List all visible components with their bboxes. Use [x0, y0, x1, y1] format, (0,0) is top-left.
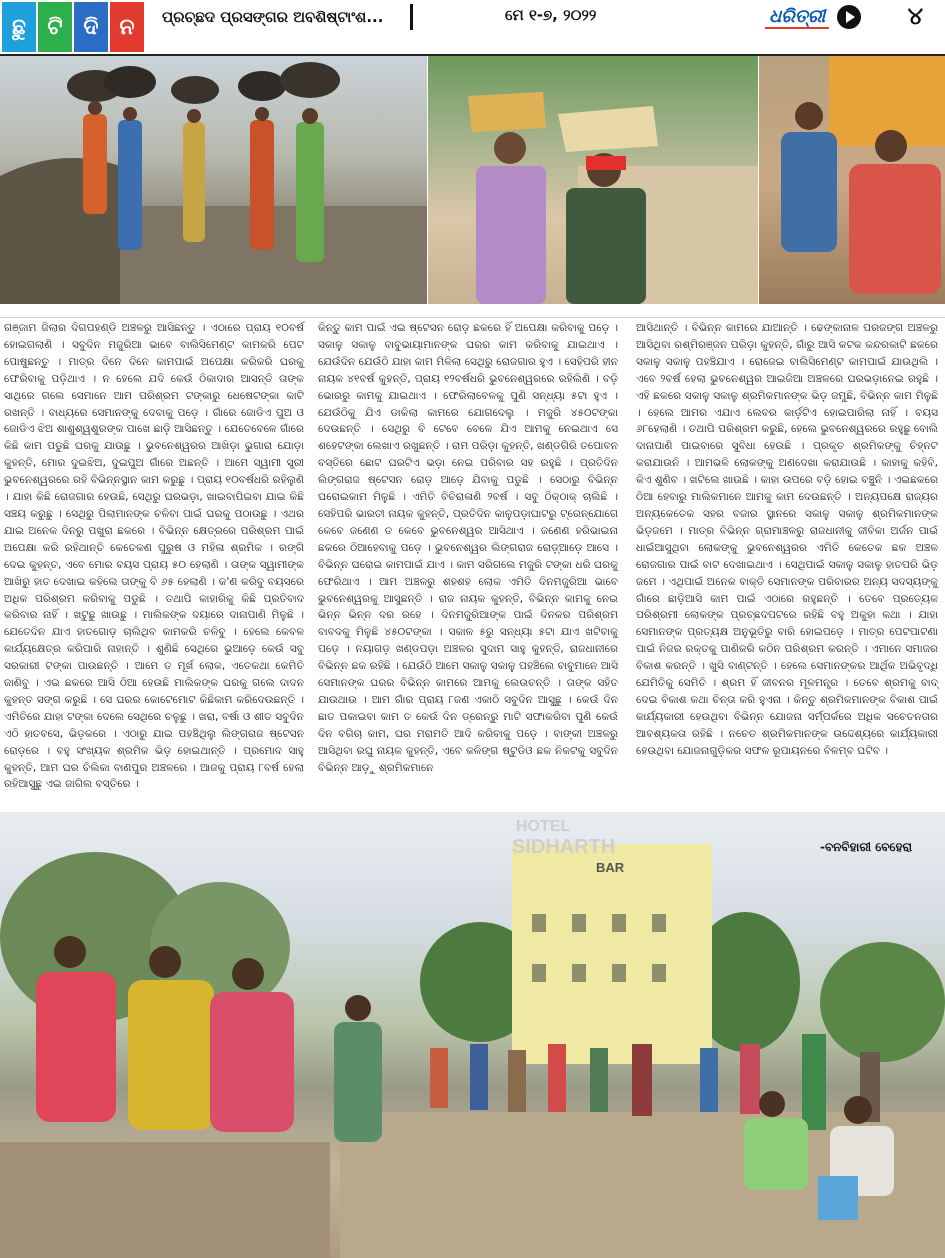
page-number: ୪: [907, 2, 923, 30]
issue-date: ମେ ୧-୭, ୨୦୨୨: [505, 6, 597, 24]
article-column-3: ଆସିଥାନ୍ତି । ବିଭିନ୍ନ କାମରେ ଯାଆନ୍ତି । ଢେଙ୍କାନାଳ ପରଜଙ୍ଗ ଅଞ୍ଚଳରୁ ଆସିଥିବା ରଶ୍ମିରଞ୍ଜନ ପରିଡ଼ା କୁହନ୍ତି, ଗାଁରୁ ଆସି କଟକ କନ୍ଦରକାଟି ଛକରେ ସକାଳୁ ସକାଳୁ ପହଞ୍ଚିଯାଏ । ରୋଜେଇ ବାଲିସିମେଣ୍ଟ କାମପାଇଁ ଯାଉଥିଲି । ଏବେ ୨ବର୍ଷ ହେଲା ଭୁବନେଶ୍ୱର ଆଇଜିଆ ଅଞ୍ଚଳରେ ଘରଭଡ଼ାନେଇ ରହୁଛି । ଏହି ଛକରେ ସକାଳୁ ସକାଳୁ ଶ୍ରମିକମାନଙ୍କ ଭିଡ଼ ଜମୁଛି, ବିଭିନ୍ନ କାମ ମିଳୁଛି । ହେଲେ ଆମର ଏଯାଏ ଲେବର କାର୍ଡ଼ଟିଏ ହୋଇପାରିଲା ନାହିଁ । ବୟସ ୬୮ହେଲାଣି । ତଥାପି ପରିଶ୍ରମ କରୁଛି, ହେଲେ ଭୁବନେଶ୍ୱରରେ ରହୁଛୁ ବୋଲି ଦାନାପାଣି ପାଇବାରେ ସୁବିଧା ହେଉଛି । ପ୍ରକୃତ ଶ୍ରମିକଙ୍କୁ ଚିହ୍ନଟ କରାଯାଉନି । ଆମଭଳି ଲୋକଙ୍କୁ ଅଣଦେଖା କରାଯାଉଛି । କାହାକୁ କହିବି, କିଏ ଶୁଣିବ । ଖଟିଲେ ଖାଉଛି । କାହା ଉପରେ ବଡ଼ି ହୋଇ ବଞ୍ଚୁନି । ଏଇଛକରେ ଠିଆ ହେବାରୁ ମାଲିକମାନେ ଆମକୁ କାମ ଦେଉଛନ୍ତି । ଅନ୍ୟପକ୍ଷେ ରାଜ୍ୟର ଅନ୍ୟକେତେକ ସହର ବଜାର ସ୍ଥାନରେ ସକାଳୁ ସକାଳୁ ଶ୍ରମିକମାନଙ୍କ ଭିଡ଼ଜମେ । ମାତ୍ର ବିଭିନ୍ନ ଗ୍ରାମାଞ୍ଚଳରୁ ରାଜଧାନୀକୁ ଜୀବିକା ଅର୍ଜନ ପାଇଁ ଧାଇଁଆସୁଥିବା ଲୋକଙ୍କୁ ଭୁବନେଶ୍ୱରର ଏମିତି କେତେକ ଛକ ଅଞ୍ଚଳ ରୋଜଗାର ପାଇଁ ବାଟ ଦେଖାଇଥାଏ । ସେଥିପାଇଁ ସକାଳୁ ସକାଳୁ ହାତପରି ଭିଡ଼ ଜମେ । ଏଥିପାଇଁ ଅନେକ ବାକ୍ତି ସେମାନଙ୍କ ପରିବାରର ଅନ୍ୟ ସଦସ୍ୟଙ୍କୁ ଗାଁରେ ଛାଡ଼ିଆସି କାମ ପାଇଁ ଏଠାରେ ରହୁଛନ୍ତି । ତେବେ ପ୍ରତ୍ୟେକ ପରିଶ୍ରମୀ ଲୋକଙ୍କ ପ୍ରଚ୍ଛଦପଟରେ ରହିଛି ବହୁ ଅକୁହା କଥା । ଯାହା ସେମାନଙ୍କ ପ୍ରତ୍ୟକ୍ଷ ଅନୁଭୂତିରୁ ବାରି ହୋଇପଡ଼େ । ମାତ୍ର ପେଟପାଟଣା ପାଇଁ ନିଜର ରକ୍ତକୁ ପାଣିକରି କଠିନ ପରିଶ୍ରମ କରନ୍ତି । ଏମାନେ ସମାଜର ବିକାଶ କରନ୍ତି । ଖୁସି ବାଣ୍ଟନ୍ତି । ହେଲେ ସେମାନଙ୍କର ଆର୍ଥିକ ଅଭିବୃଦ୍ଧି ଯେମିତିକୁ ସେମିତି । ଶ୍ରମ ହିଁ ଜୀବନର ମୂଳମନ୍ତ୍ର । ତେବେ ଶ୍ରମକୁ ବାଦ୍ ଦେଇ ବିକାଶ କଥା ଚିନ୍ତା କରି ହୁଏନା । କିନ୍ତୁ ଶ୍ରମିକମାନଙ୍କ ବିକାଶ ପାଇଁ କାର୍ଯ୍ୟକାରୀ ହେଉଥିବା ବିଭିନ୍ନ ଯୋଜନା ସର୍ମ୍ପର୍କରେ ଅଧିକ ସଚେତନତାର ଆବଶ୍ୟକତା ରହିଛି । ନଚେତ ଶ୍ରମିକମାନଙ୍କ ଉଦ୍ଦେଶ୍ୟରେ କାର୍ଯ୍ୟକାରୀ ହେଉଥିବା ଯୋଜନାଗୁଡ଼ିକର ସଫଳ ରୂପାୟନରେ ବିଳମ୍ବ ଘଟିବ ।: [636, 322, 938, 757]
hotel-sign: HOTEL: [516, 818, 571, 835]
masthead: [0, 0, 945, 56]
section-title-tile: ଛୁ: [2, 2, 36, 52]
woman-figure: [334, 995, 382, 1142]
section-title-tile: ନ: [110, 2, 144, 52]
woman-figure: [36, 936, 116, 1122]
photo-women-carrying-coal: [0, 56, 427, 304]
bar-sign: BAR: [596, 860, 625, 875]
photo-women-resting: [759, 56, 945, 304]
hotel-sign: SIDHARTH: [512, 836, 616, 858]
photo-men-carrying-stones: [428, 56, 758, 304]
section-title-tile: ଦି: [74, 2, 108, 52]
man-figure: [468, 92, 546, 304]
bucket: [818, 1176, 858, 1220]
woman-figure: [128, 946, 214, 1130]
photo-women-resting-art: [759, 56, 945, 304]
section-title-tiles: [2, 2, 144, 52]
section-kicker: ପ୍ରଚ୍ଛଦ ପ୍ରସଙ୍ଗର ଅବଶିଷ୍ଟାଂଶ...: [162, 8, 384, 26]
divider: [410, 4, 413, 30]
photo-men-carrying-stones-art: [428, 56, 758, 304]
article-column-1: ଗଞ୍ଜାମ ଜିଲାର ଦିଗପହଣ୍ଡି ଅଞ୍ଚଳରୁ ଆସିଛନ୍ତୁ । ଏଠାରେ ପ୍ରାୟ ୧୦ବର୍ଷ ହୋଇଗଲାଣି । ସବୁଦିନ ମଜୁରିଆ ଭାବେ ବାଲିସିମେଣ୍ଟ କାମକରି ପେଟ ପୋଷୁଛନ୍ତୁ । ମାତ୍ର ଦିନେ ଦିନେ କାମପାଇଁ ଅପେକ୍ଷା କରିକରି ଘରକୁ ଫେରିବାକୁ ପଡ଼ିଥାଏ । ନ ହେଲେ ଯଦି କେଉଁ ଠିକାଦାର ଆସନ୍ତି ତାଙ୍କ ସାଥିରେ ଗଲେ ସେମାନେ ଆମ ପରିଶ୍ରମ ଟଙ୍କାରୁ ଧେଷେଟଙ୍କା କାଟି ରଖନ୍ତି । ବାଧ୍ୟରେ ସେମାନଙ୍କୁ ଦେବାକୁ ପଡ଼େ । ଗାଁରେ ଜୋଡିଏ ପୁଅ ଓ ଜୋଡିଏ ଝିଅ ଶାଶୁଶ୍ୱଶୁରଙ୍କ ପାଖେ ଛାଡ଼ି ଆସିଛନ୍ତୁ । ଯେତେବେଳେ ଗାଁରେ କିଛି କାମ ପଡୁଛି ଘରକୁ ଯାଉଛୁ । ଭୁବନେଶ୍ୱରର ଆଖିଡ଼ା ଭୁଗାରା ଯୋଡ଼ା କୁହନ୍ତି, ମୋର ଦୁଇଝିଅ, ଦୁଇପୁଅ ଗାଁରେ ଅଛନ୍ତି । ଆମେ ସ୍ୱାମୀ ସ୍ତ୍ରୀ ଭୁବନେଶ୍ୱରରେ ରହି ବିଭିନ୍ନସ୍ଥାନ କାମ କରୁଛୁ । ପ୍ରାୟ ୧୦ବର୍ଷଧରି ରହିଲୁଣି । ଯାହା କିଛି ରୋଜଗାର ହେଉଛି, ସେଥିରୁ ଘରଭଡ଼ା, ଖାଇବାପିଇବା ଯାଇ କିଛି ସଞ୍ଚୟ କରୁଛୁ । ସେଥିରୁ ପିଲାମାନଙ୍କ ଚଳିବା ପାଇଁ ଘରକୁ ପଠାଉଛୁ । ଏଥର ଯାଇ ଅନେକ ଦିନରୁ ପଖୁରା ଛକରେ । ବିଭିନ୍ନ କ୍ଷେତ୍ରରେ ପରିଶ୍ରମ ପାଇଁ ଅପେକ୍ଷା କରି ରହିଥାନ୍ତି କେତେକଣ ପୁରୁଷ ଓ ମହିଳା ଶ୍ରମିକ । ରଙ୍ଗି ଦେଇ କୁହନ୍ତ, ଏବେ ମୋର ବୟସ ପ୍ରାୟ ୫୦ ହେଲାଣି । ତାଙ୍କ ସ୍ୱାମୀଙ୍କ ଆଖିରୁ ହାତ ଦେଖାଇ କହିଲେ ତାଙ୍କୁ ବି ୬୫ ହେଲାଣି । କ'ଣ କରିବୁ ବୟସରେ ଅଧିକ ପରିଶ୍ରମ କରିବାକୁ ପଡୁଛି । ତଥାପି କାହାରିକୁ କିଛି ପ୍ରତିବାଦ କରିବାର ନାହିଁ । ଖଟୁଛୁ ଖାଉଛୁ । ମାଲିକଙ୍କ ଦୟାରେ ଦାନାପାଣି ମିଳୁଛି । ଯେତେଦିନ ଯାଏ ହାତଗୋଡ଼ ଚାଲିଥିବ କାମକରି ଚଳିବୁ । ହେଲେ କେବଳ କାର୍ଯ୍ୟକ୍ଷେତ୍ର କରିପାରି ନାହାନ୍ତି । ଶୁଣିଛି ସେଥିରେ ଭୁଆଡ଼େ କେଉଁ ସବୁ ସରକାରୀ ଟଙ୍କା ପାଉଛନ୍ତି । ଆମେ ତ ମୂର୍ଖ ଲୋକ, ଏତେକଥା କେମିତି ଜାଣିବୁ । ଏଇ ଛକରେ ଆସି ଠିଆ ହେଉଛି ମାଲିକଙ୍କ ଘରକୁ ଗଲେ ଦାଦନ କୁହନ୍ତ ସଙ୍ଗ କରୁଛି । ସେ ଘରର କୋଟେମୋଟ କିଛିକାମ କରିଦେଉଛନ୍ତି । ଏମିତିରେ ଯାହା ଟଙ୍କା ଦେଲେ ସେଥିରେ ଚଳୁଛୁ । ଖରା, ବର୍ଷା ଓ ଶୀତ ସବୁଦିନ ଏଠି ହାତବସେ, ଭିଡ଼କରେ । ଏଠାରୁ ଯାଇ ପହଞ୍ଚିଥିଲୁ ଲିଙ୍ଗରାଜ ଷ୍ଟେସନ ରୋଡ଼ରେ । ବହୁ ସଂଖ୍ୟକ ଶ୍ରମିକ ଭିଡ଼ ହୋଇଥାନ୍ତି । ପ୍ରମୋଦ ସାହୁ କୁହନ୍ତି, ଆମ ଘର ଚିଲିକା ବାଣପୁର ଅଞ୍ଚଳରେ । ଆଜକୁ ପ୍ରାୟ ୮ବର୍ଷ ହେଲା ରହିଆସୁଛୁ ଏଇ ଜାଗିଲ ବସ୍ତିରେ ।: [4, 322, 304, 791]
play-icon: [837, 5, 861, 29]
brand-name: ଧରିତ୍ରୀ: [765, 6, 829, 29]
photo-women-carrying-coal-art: [0, 56, 427, 304]
crowd-group: [430, 1034, 880, 1130]
woman-figure: [210, 958, 294, 1132]
photo-divider: [0, 304, 945, 318]
woman-figure: [781, 102, 837, 252]
brand-logo: [765, 2, 875, 32]
section-title-tile: ଟି: [38, 2, 72, 52]
author-byline: -ବନବିହାରୀ ବେହେରା: [820, 840, 912, 854]
woman-figure: [849, 130, 941, 294]
man-figure: [558, 106, 658, 304]
crowd-figures: [0, 812, 945, 1258]
article-column-2: କିନ୍ତୁ କାମ ପାଇଁ ଏଇ ଷ୍ଟେସନ ରୋଡ଼ ଛକରେ ହିଁ ଅପେକ୍ଷା କରିବାକୁ ପଡ଼େ । ସକାଳୁ ସକାଳୁ ବାବୁଭାୟାମାନଙ୍କ ଘରର କାମ କରିବାକୁ ଯାଇଥାଏ । ଯେଉଁଦିନ ଯେଉଁଠି ଯାହା କାମ ମିଳିଲା ସେଥିରୁ ରୋଜଗାର ହୁଏ । ସେହିପରି ହୀନ ନାୟକ ୪୧ବର୍ଷ କୁହନ୍ତି, ପ୍ରାୟ ୧୨ବର୍ଷଧରି ଭୁବନେଶ୍ୱରରେ ରହିଲିଣି । ବଡ଼ି ଭୋରରୁ କାମକୁ ଯାଇଥାଏ । ଫେରିଲାବେଳକୁ ପୁଣି ସନ୍ଧ୍ୟା ୫ଟା ହୁଏ । ଯେଉଁଠିକୁ ଯିଏ ଡାକିଲା କାମରେ ଯୋଗଦେଲୁ । ମଜୁରି ୪୫୦ଟଙ୍କା ଦେଉଛନ୍ତି । ସେଥିରୁ ବି ଟେବେ ବେଳେ ଯିଏ ଆମକୁ ନେଇଥାଏ ସେ ଶହେଟଙ୍କା ଲେଖାଏ ରଖୁଛନ୍ତି । ରାମ ପରିଡ଼ା କୁହନ୍ତି, ଖଣ୍ଡଗିରି ତପୋବନ ବସ୍ତିରେ ଛୋଟ ଘରଟିଏ ଭଡ଼ା ନେଇ ପରିବାର ସହ ରହୁଛି । ପ୍ରତିଦିନ ଲିଙ୍ଗରାଜ ଷ୍ଟେସନ ରୋଡ଼ ଆଡ଼େ ଯିବାକୁ ପଡୁଛି । ସେଠାରୁ ବିଭିନ୍ନ ଘରୋଇକାମ ମିଳୁଛି । ଏମିତି ବିଚିରାଳାଣି ୨ବର୍ଷ । ସବୁ ଠିକ୍‌ଠାକ୍ ଚାଲିଛି । ସେହିପରି ଭାରତୀ ନାୟକ କୁହନ୍ତି, ପ୍ରତିଦିନ କାଳୁପଡ଼ାଘାଟରୁ ଟ୍ରେନ୍‌ଯୋଗେ କେବେ ଜଣେଣ ତ କେବେ ଭୁବନେଶ୍ୱର ଆସିଥାଏ । ଜଣେଣ ହରିଭାଇନା ଛକରେ ଠିଆହେବାକୁ ପଡ଼େ । ଭୁବନେଶ୍ୱର ଲିଙ୍ଗରାଜ ରୋଡ଼୍‌ଆଡ଼େ ଆସେ । ବିଭିନ୍ନ ଘରୋଇ କାମପାଇଁ ଯାଏ । କାମ ସରିଗଲେ ମଜୁରି ଟଙ୍କା ଧରି ଘରକୁ ଫେରିଥାଏ । ଆମ ଅଞ୍ଚଳରୁ ଶହଶହ ଲୋକ ଏମିତି ଦିନମଜୁରିଆ ଭାବେ ଭୁବନେଶ୍ୱରକୁ ଆସୁଛନ୍ତି । ରାଜ ନାୟକ କୁହନ୍ତି, ବିଭିନ୍ନ କାମକୁ ନେଇ ଭିନ୍ନ ଭିନ୍ନ ଦର ରହେ । ଦିନମଜୁରିଆଙ୍କ ପାଇଁ ଦିନକର ପରିଶ୍ରମ ବାବଦକୁ ମିଳୁଛି ୪୫୦ଟଙ୍କା । ସକାଳ ୫ରୁ ସନ୍ଧ୍ୟା ୫ଟା ଯାଏ ଖଟିବାକୁ ପଡ଼େ । ନୟାଗଡ଼ ଖଣ୍ଡପଡ଼ା ଅଞ୍ଚଳର ସୁଦାମ ସାହୁ କୁହନ୍ତି, ରାଜଧାନୀରେ ବିଭିନ୍ନ ଛକ ରହିଛି । ଯେଉଁଠି ଆମେ ସକାଳୁ ସକାଳୁ ପହଞ୍ଚିଲେ ବାବୁମାନେ ଆସି ସେମାନଙ୍କ ଘରର ବିଭିନ୍ନ କାମରେ ଆମକୁ ଲେଉଚନ୍ତି । ତାଙ୍କ ସହିତ ଯାଉଥାଉ । ଆମ ଗାଁର ପ୍ରାୟ ୮ଜଣ ଏକାଠି ସବୁଦିନ ଆସୁଛୁ । କେଉଁ ଦିନ ଛାତ ପକାଇବା କାମ ତ କେଉଁ ଦିନ ଡ୍ରେନ୍‌ରୁ ମାଟି ସଫାକରିବା ପୁଣି କେଉଁ ଦିନ ବଗିଚା କାମ, ଘର ମରାମତି ଆଦି କରିବାକୁ ପଡ଼େ । ବାଙ୍କୀ ଅଞ୍ଚଳରୁ ଆସିଥିବା ରଘୁ ନାୟକ କୁହନ୍ତି, ଏବେ କଳିଙ୍ଗ ଷ୍ଟୁଡିଓ ଛକ ନିକଟକୁ ସବୁଦିନ ବିଭିନ୍ନ ଆଡ଼ୁ ଶ୍ରମିକମାନେ: [318, 322, 618, 774]
photo-labour-chowk-crowd: [0, 812, 945, 1258]
